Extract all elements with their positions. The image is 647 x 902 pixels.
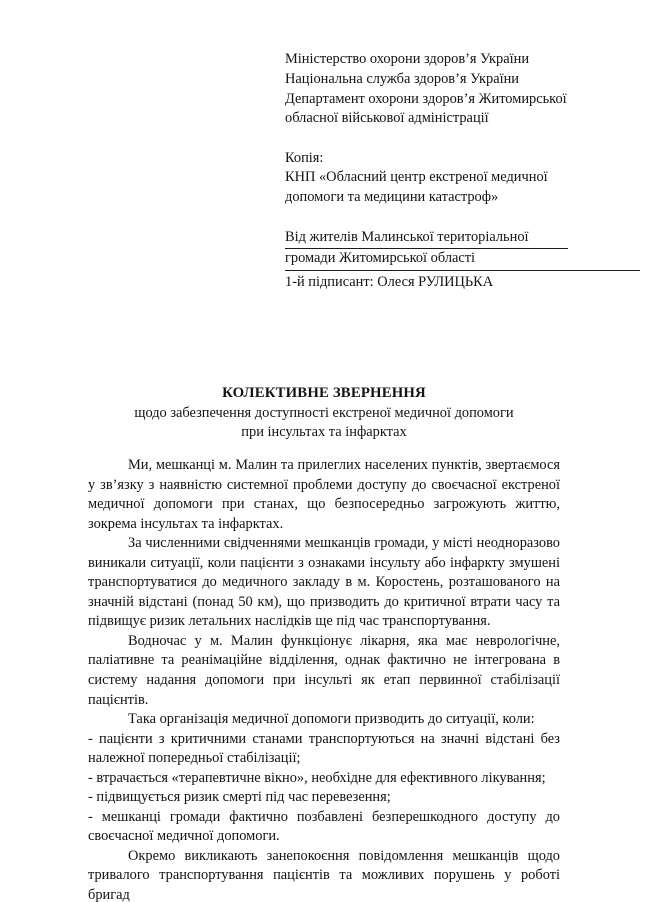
title-block (88, 384, 560, 443)
subtitle-line-1: щодо забезпечення доступності екстреної медичної допомоги (134, 404, 514, 421)
addressee-header-block (285, 50, 625, 293)
header-spacer-1 (285, 129, 625, 149)
subtitle-line-2: при інсультах та інфарктах (241, 424, 407, 441)
addressee-line-2: Національна служба здоров’я України (285, 70, 519, 87)
from-line-2: громади Житомирської області (285, 249, 640, 271)
addressee-line-1: Міністерство охорони здоров’я України (285, 51, 530, 67)
list-item: - мешканці громади фактично позбавлені безперешкодного доступу до своєчасної медичної допомоги. (88, 808, 560, 845)
addressee-line-4: обласної військової адміністрації (285, 110, 489, 127)
body-paragraph: Ми, мешканці м. Малин та прилеглих населених пунктів, звертаємося у зв’язку з наявністю системної проблеми доступу до своєчасної екстреної медичної допомоги при станах, що безпосередньо загрожують життю, зокрема інсультах та інфарктах. (88, 457, 560, 532)
addressee-line-3: Департамент охорони здоров’я Житомирської (285, 90, 567, 107)
document-body (88, 456, 560, 902)
body-paragraph: Така організація медичної допомоги призводить до ситуації, коли: (128, 711, 535, 728)
body-paragraph: За численними свідченнями мешканців громади, у місті неодноразово виникали ситуації, коли пацієнти з ознаками інсульту або інфаркту змушені транспортуватися до медичного закладу в м. Коростень, розташованого на значній відстані (понад 50 км), що призводить до критичної втрати часу та підвищує ризик летальних наслідків ще під час транспортування. (88, 535, 560, 630)
copy-line-1: КНП «Обласний центр екстреної медичної (285, 169, 548, 186)
copy-label: Копія: (285, 149, 324, 166)
body-paragraph: Водночас у м. Малин функціонує лікарня, яка має неврологічне, паліативне та реанімаційне відділення, однак фактично не інтегрована в систему надання допомоги при інсульті як етап первинної стабілізації пацієнтів. (88, 632, 560, 708)
from-line-1: Від жителів Малинської територіальної (285, 228, 568, 250)
from-block (285, 228, 625, 293)
copy-line-2: допомоги та медицини катастроф» (285, 189, 499, 206)
list-item: - підвищується ризик смерті під час перевезення; (88, 789, 391, 806)
body-paragraph: Окремо викликають занепокоєння повідомлення мешканців щодо тривалого транспортування пацієнтів та можливих порушень у роботі бригад (88, 847, 560, 902)
page-title: КОЛЕКТИВНЕ ЗВЕРНЕННЯ (222, 385, 426, 401)
signatory-line: 1-й підписант: Олеся РУЛИЦЬКА (285, 274, 494, 291)
list-item: - пацієнти з критичними станами транспортуються на значні відстані без належної попередньої стабілізації; (88, 730, 560, 767)
list-item: - втрачається «терапевтичне вікно», необхідне для ефективного лікування; (88, 769, 546, 786)
